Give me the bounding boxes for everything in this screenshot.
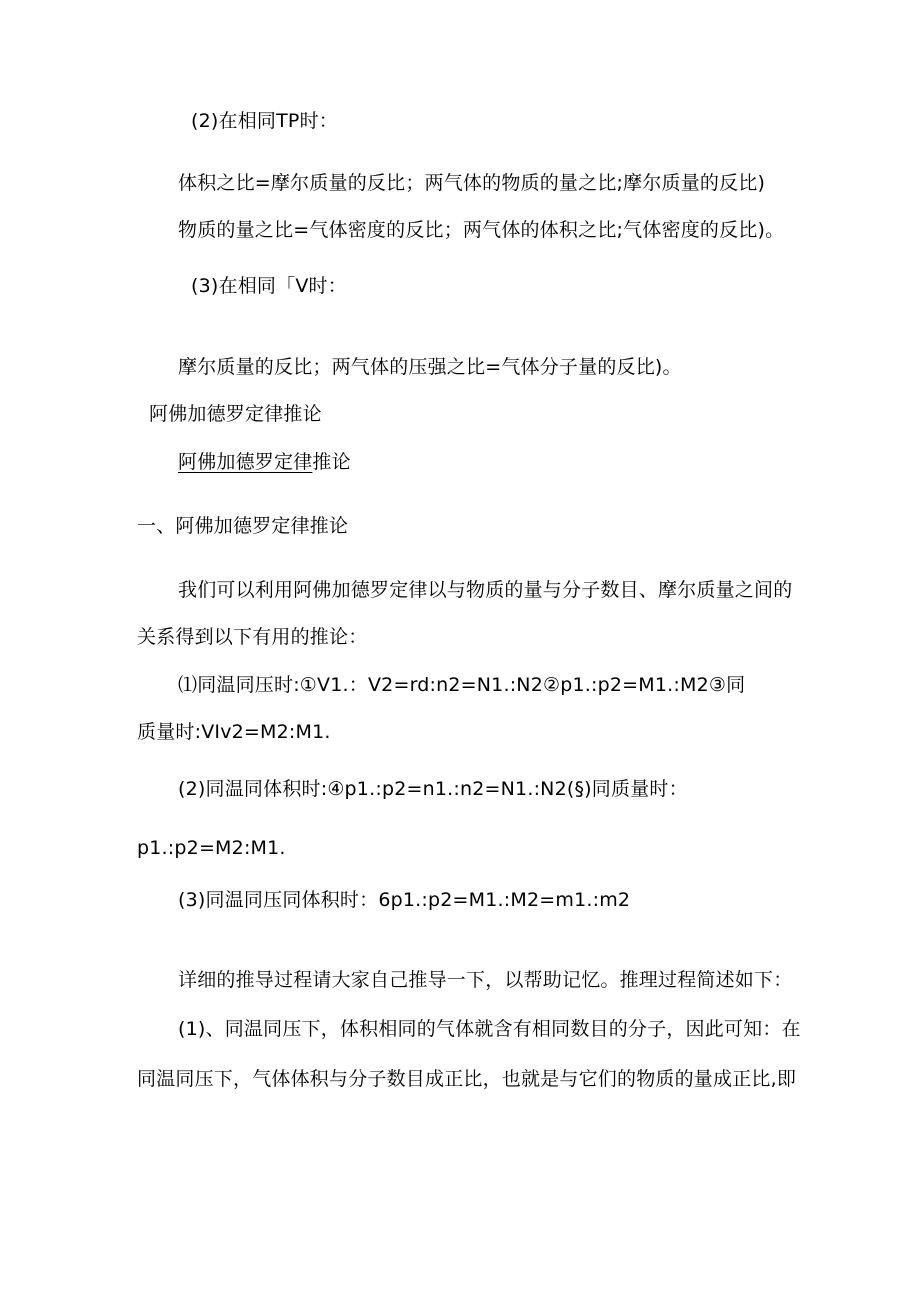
formula-line: (2)同温同体积时:④p1.:p2=n1.:n2=N1.:N2(§)同质量时： [178,778,688,800]
subcondition-2-heading: (2)在相同TP时： [191,110,338,132]
paragraph-line: 详细的推导过程请大家自己推导一下，以帮助记忆。推理过程简述如下： [178,969,793,991]
paragraph-line: 物质的量之比=气体密度的反比；两气体的体积之比;气体密度的反比)。 [178,219,785,241]
chapter-heading: 一、阿佛加德罗定律推论 [137,515,349,537]
paragraph-line: (1)、同温同压下，体积相同的气体就含有相同数目的分子，因此可知：在 [178,1018,801,1040]
formula-line: p1.:p2=M2:M1. [137,837,286,859]
formula-line: (3)同温同压同体积时：6p1.:p2=M1.:M2=m1.:m2 [178,889,631,911]
formula-line: ⑴同温同压时:①V1.：V2=rd:n2=N1.:N2②p1.:p2=M1.:M2③同 [178,674,746,696]
paragraph-line: 我们可以利用阿佛加德罗定律以与物质的量与分子数目、摩尔质量之间的 [178,579,793,601]
formula-line: 质量时:VIv2=M2:M1. [137,721,331,743]
paragraph-line: 摩尔质量的反比；两气体的压强之比=气体分子量的反比)。 [178,356,682,378]
subcondition-3-heading: (3)在相同「V时： [191,275,347,297]
underlined-heading-rest: 推论 [312,451,351,473]
underlined-heading-main: 阿佛加德罗定律 [178,451,313,473]
paragraph-line: 体积之比=摩尔质量的反比；两气体的物质的量之比;摩尔质量的反比) [178,172,766,194]
underlined-heading [178,450,351,474]
section-title: 阿佛加德罗定律推论 [149,403,322,425]
paragraph-line: 关系得到以下有用的推论： [137,626,368,648]
paragraph-line: 同温同压下，气体体积与分子数目成正比，也就是与它们的物质的量成正比,即 [137,1068,797,1090]
